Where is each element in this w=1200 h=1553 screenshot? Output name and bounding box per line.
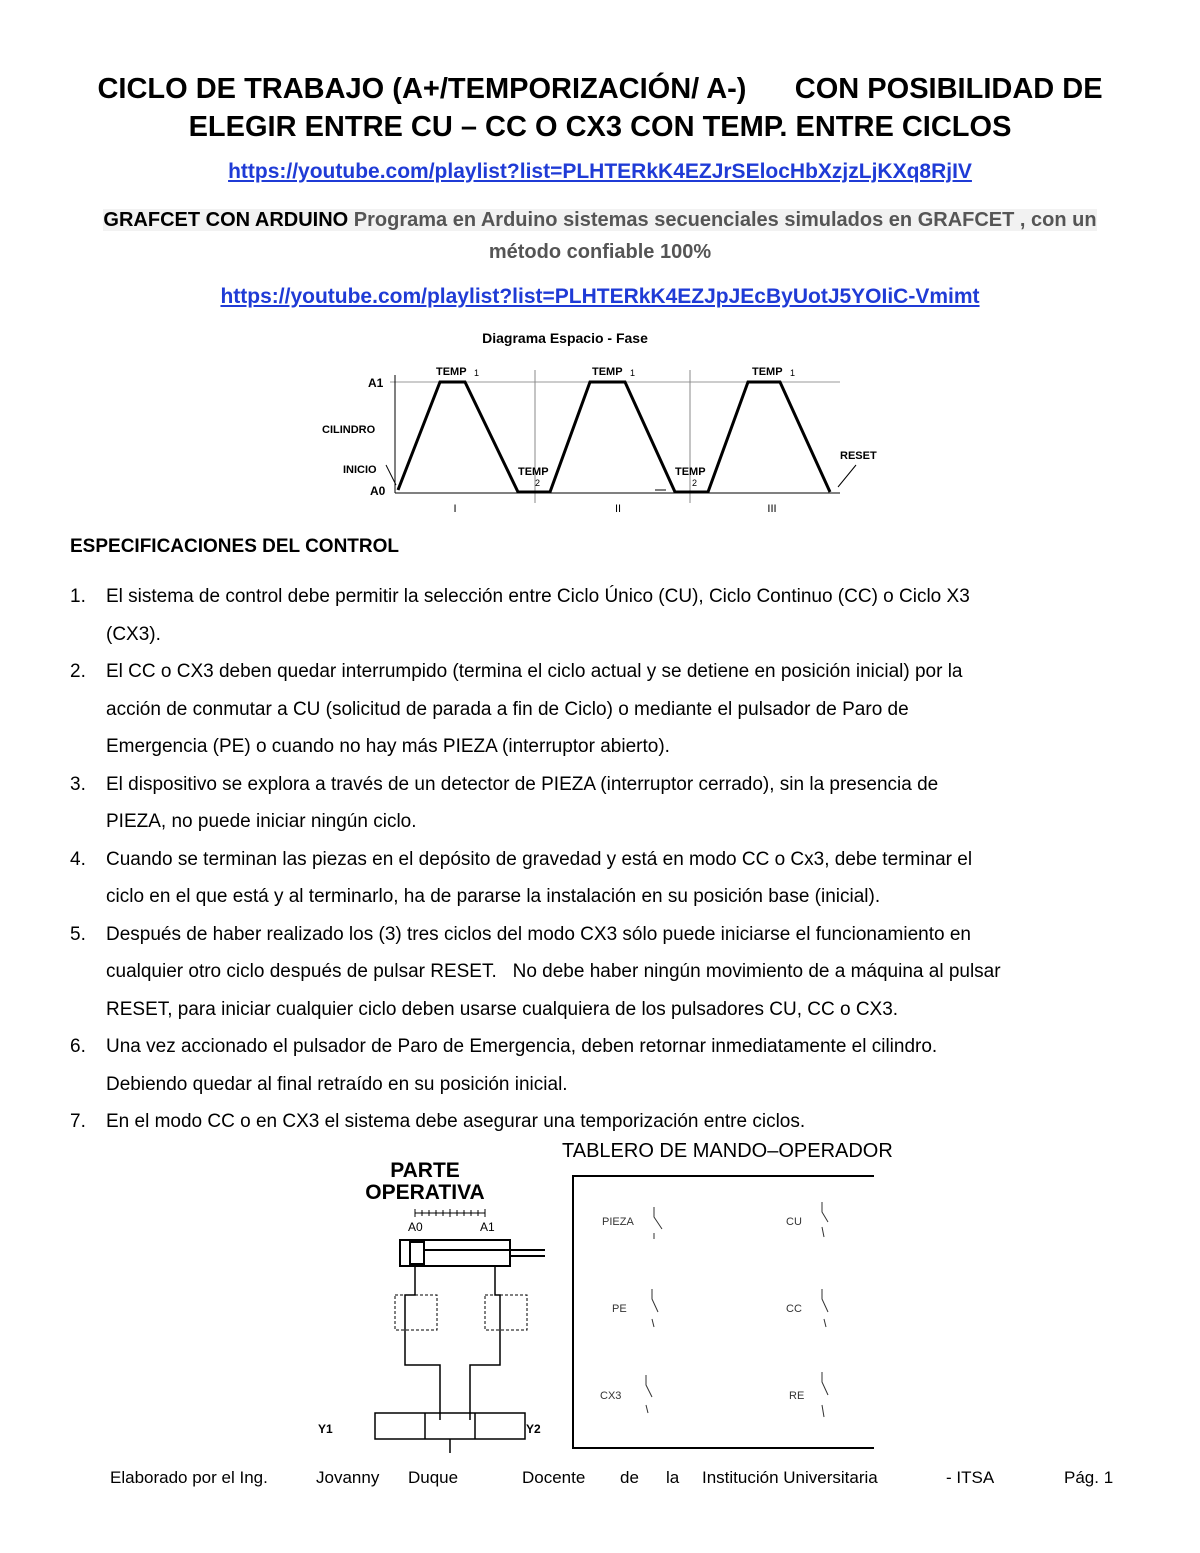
- spec-item: [70, 1103, 1130, 1141]
- spec-number: 4.: [70, 848, 86, 870]
- footer-la: la: [666, 1468, 680, 1487]
- spec-item: [70, 766, 1130, 841]
- reset-label: RESET: [840, 450, 877, 462]
- switch-re-label: RE: [789, 1390, 805, 1402]
- subtitle: [100, 204, 1100, 268]
- spec-item: [70, 1028, 1130, 1103]
- temp2-sub-1: 2: [535, 478, 541, 488]
- spec-number: 1.: [70, 586, 86, 607]
- footer-elaborado: Elaborado por el Ing.: [110, 1468, 268, 1487]
- spec-line: Debiendo quedar al final retraído en su posición inicial.: [106, 1073, 568, 1095]
- footer-page-number: Pág. 1: [1064, 1468, 1114, 1487]
- regulator-left: [395, 1295, 437, 1330]
- specs-title: ESPECIFICACIONES DEL CONTROL: [70, 536, 400, 557]
- spec-line: El sistema de control debe permitir la selección entre Ciclo Único (CU), Ciclo Continuo (CC) o Ciclo X3: [106, 586, 970, 607]
- spec-line: (CX3).: [106, 623, 161, 645]
- parte-title-1: PARTE: [390, 1159, 460, 1182]
- spec-line: El dispositivo se explora a través de un detector de PIEZA (interruptor cerrado), sin la presencia de: [106, 773, 939, 795]
- spec-number: 5.: [70, 923, 86, 945]
- playlist-link-1[interactable]: https://youtube.com/playlist?list=PLHTERkK4EZJrSElocHbXzjzLjKXq8RjIV: [228, 160, 972, 183]
- pipe-right: [470, 1266, 500, 1420]
- phase-label-2: II: [614, 503, 622, 515]
- subtitle-bold: GRAFCET CON ARDUINO: [103, 209, 349, 231]
- switch-pe-icon: [652, 1289, 658, 1327]
- phase-label-3: III: [767, 503, 777, 515]
- temp1-sub-2: 1: [630, 368, 636, 378]
- spec-line: acción de conmutar a CU (solicitud de parada a fin de Ciclo) o mediante el pulsador de Paro de: [106, 698, 909, 720]
- regulator-right: [485, 1295, 527, 1330]
- phase-label-1: I: [453, 503, 457, 515]
- switch-re-icon: [822, 1372, 828, 1417]
- reset-arrow: [838, 465, 856, 487]
- spec-line: Después de haber realizado los (3) tres ciclos del modo CX3 sólo puede iniciarse el funcionamiento en: [106, 923, 971, 945]
- spec-item: [70, 578, 1130, 653]
- switch-pe-label: PE: [612, 1303, 627, 1315]
- temp1-label-1: TEMP: [436, 366, 467, 378]
- tablero-panel: [572, 1175, 874, 1449]
- spec-line: PIEZA, no puede iniciar ningún ciclo.: [106, 811, 417, 832]
- spec-line: ciclo en el que está y al terminarlo, ha de pararse la instalación en su posición base (inicial).: [106, 886, 881, 907]
- temp2-sub-2: 2: [692, 478, 698, 488]
- specs-list: [70, 578, 1130, 1141]
- parte-title-2: OPERATIVA: [365, 1181, 485, 1204]
- spec-item: [70, 916, 1130, 1029]
- spec-line: cualquier otro ciclo después de pulsar RESET. No debe haber ningún movimiento de a máquina al pulsar: [106, 961, 1001, 982]
- spec-line: Emergencia (PE) o cuando no hay más PIEZA (interruptor abierto).: [106, 736, 670, 757]
- switch-cx3-label: CX3: [600, 1390, 622, 1402]
- footer-nombre1: Jovanny: [316, 1468, 380, 1487]
- spec-line: RESET, para iniciar cualquier ciclo deben usarse cualquiera de los pulsadores CU, CC o CX3.: [106, 998, 899, 1020]
- pipe-left: [405, 1266, 440, 1420]
- inicio-label: INICIO: [343, 464, 377, 476]
- spec-number: 6.: [70, 1036, 86, 1057]
- tablero-switches: [574, 1177, 874, 1447]
- cylinder-trace: [398, 382, 830, 492]
- switch-cu-icon: [822, 1202, 828, 1237]
- spec-line: Una vez accionado el pulsador de Paro de Emergencia, deben retornar inmediatamente el cilindro.: [106, 1036, 938, 1057]
- page-footer: [110, 1468, 1130, 1494]
- switch-cc-label: CC: [786, 1303, 802, 1315]
- temp1-label-3: TEMP: [752, 366, 783, 378]
- temp2-label-2: TEMP: [675, 466, 706, 478]
- playlist-link-2[interactable]: https://youtube.com/playlist?list=PLHTERkK4EZJpJEcByUotJ5YOIiC-Vmimt: [220, 285, 980, 308]
- spec-line: En el modo CC o en CX3 el sistema debe asegurar una temporización entre ciclos.: [106, 1111, 806, 1132]
- a1-label: A1: [368, 376, 384, 390]
- switch-pieza-label: PIEZA: [602, 1216, 634, 1228]
- switch-cx3-icon: [646, 1375, 652, 1413]
- temp2-label-1: TEMP: [518, 466, 549, 478]
- spec-item: [70, 841, 1130, 916]
- cilindro-label: CILINDRO: [322, 424, 376, 436]
- footer-docente: Docente: [522, 1468, 586, 1487]
- footer-itsa: - ITSA: [946, 1468, 995, 1487]
- tablero-title: TABLERO DE MANDO–OPERADOR: [562, 1140, 893, 1162]
- temp1-sub-3: 1: [790, 368, 796, 378]
- parte-operativa-diagram: [300, 1155, 560, 1455]
- page-title: [60, 70, 1140, 146]
- subtitle-rest: Programa en Arduino sistemas secuenciales simulados en GRAFCET , con un: [348, 209, 1097, 231]
- temp1-sub-1: 1: [474, 368, 480, 378]
- a0-label: A0: [370, 484, 386, 498]
- footer-institucion: Institución Universitaria: [702, 1468, 878, 1487]
- cylinder-body: [400, 1240, 510, 1266]
- title-line-2: ELEGIR ENTRE CU – CC O CX3 CON TEMP. ENTRE CICLOS: [188, 111, 1012, 143]
- spec-number: 2.: [70, 661, 86, 682]
- switch-pieza-icon: [654, 1207, 662, 1239]
- footer-de: de: [620, 1468, 639, 1487]
- switch-cu-label: CU: [786, 1216, 802, 1228]
- parte-a0: A0: [408, 1220, 423, 1234]
- parte-a1: A1: [480, 1220, 495, 1234]
- temp1-label-2: TEMP: [592, 366, 623, 378]
- footer-nombre2: Duque: [408, 1468, 459, 1487]
- spec-number: 7.: [70, 1111, 86, 1132]
- spec-item: [70, 653, 1130, 766]
- spec-line: Cuando se terminan las piezas en el depósito de gravedad y está en modo CC o Cx3, debe terminar el: [106, 848, 973, 870]
- subtitle-line-2: método confiable 100%: [488, 241, 712, 263]
- space-phase-diagram: [310, 325, 877, 520]
- switch-cc-icon: [822, 1289, 828, 1327]
- cylinder-piston: [410, 1242, 424, 1264]
- valve-y2: Y2: [526, 1422, 541, 1436]
- title-line-1: CICLO DE TRABAJO (A+/TEMPORIZACIÓN/ A-) CON POSIBILIDAD DE: [97, 73, 1103, 105]
- diagram-title: Diagrama Espacio - Fase: [482, 330, 648, 346]
- spec-line: El CC o CX3 deben quedar interrumpido (termina el ciclo actual y se detiene en posición inicial) por la: [106, 661, 963, 682]
- spec-number: 3.: [70, 773, 86, 795]
- valve-body: [375, 1413, 525, 1439]
- valve-y1: Y1: [318, 1422, 333, 1436]
